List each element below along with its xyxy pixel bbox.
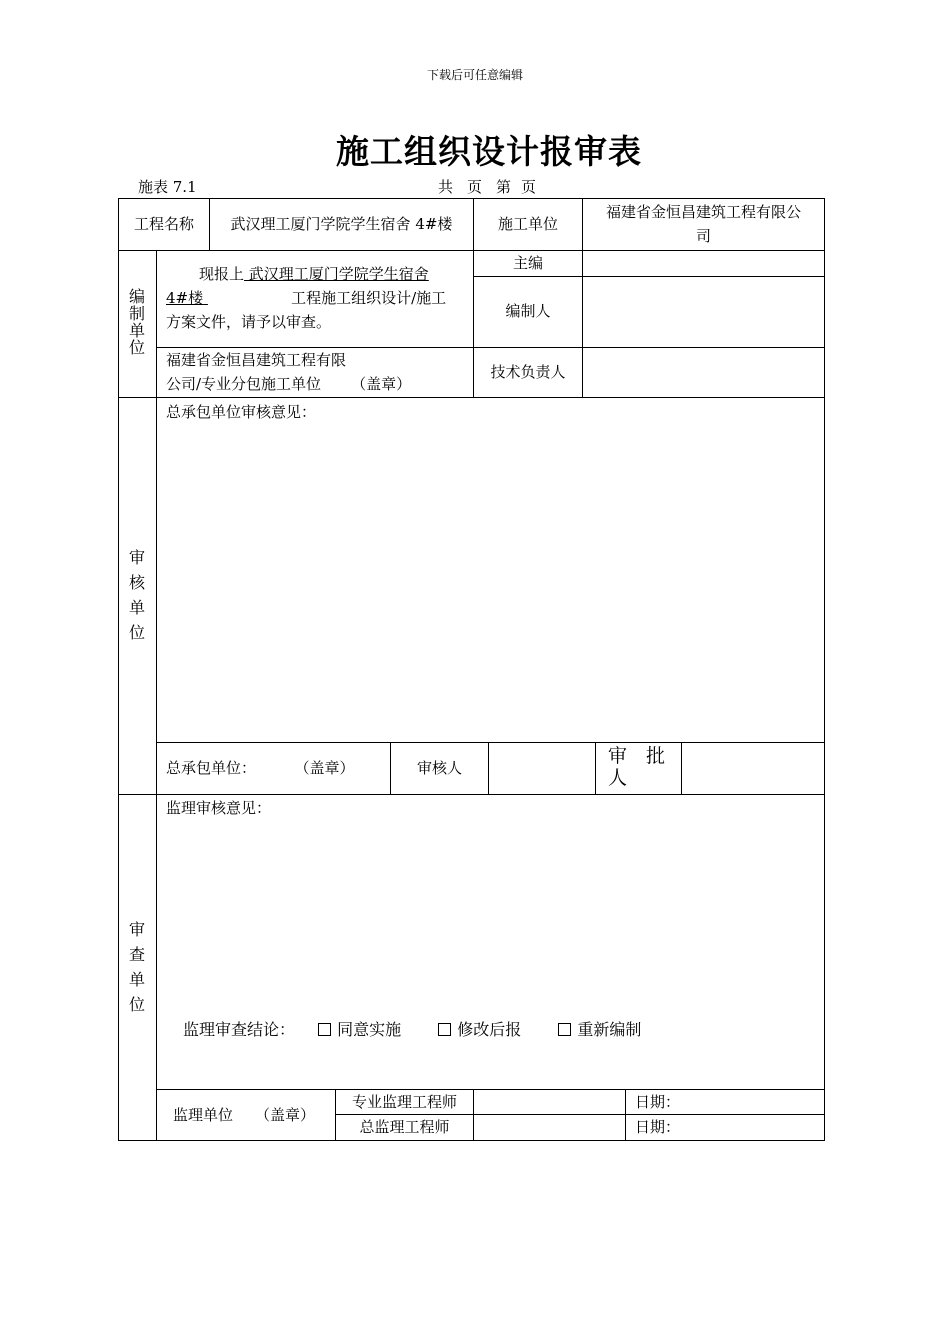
checkbox-icon[interactable] [318,1023,331,1036]
contractor-label: 施工单位 [497,215,558,233]
chief-engineer-label: 总监理工程师 [359,1118,450,1136]
date-label-2: 日期： [635,1118,681,1136]
review-side-char-2: 核 [128,573,145,592]
form-code: 施表 7.1 [138,178,197,196]
header-note: 下载后可任意编辑 [426,68,523,82]
contractor-name [583,200,824,248]
compile-side-char-1: 编 [128,287,145,306]
review-side-char-1: 审 [128,548,145,567]
inspect-side-char-1: 审 [128,920,145,939]
compile-company [166,348,470,396]
compile-company-line2: 公司/专业分包施工单位 [166,375,322,393]
inspect-side-char-4: 位 [128,995,145,1014]
option-approve[interactable] [318,1020,401,1039]
option-approve-label: 同意实施 [337,1020,402,1039]
report-statement [166,262,470,334]
report-prefix: 现报上 [199,265,245,283]
tech-lead-label: 技术负责人 [490,363,566,381]
form-title: 施工组织设计报审表 [336,132,642,171]
page-info-page-1: 页 [467,178,483,196]
specialty-engineer-label: 专业监理工程师 [351,1093,457,1111]
editor-label: 编制人 [505,302,551,320]
supervisor-unit-label: 监理单位 [173,1106,234,1124]
page-info [438,176,550,197]
compile-company-line1: 福建省金恒昌建筑工程有限 [166,351,347,369]
report-project-part1: 武汉理工厦门学院学生宿舍 [244,265,429,283]
approver-label-line1: 审 批 [608,745,666,767]
report-rest-line2: 方案文件，请予以审查。 [166,313,332,331]
gc-signature [166,756,355,780]
review-unit-side-label [127,545,147,645]
supervision-opinion-label: 监理审核意见： [166,799,272,817]
approver-label [608,745,665,789]
page-info-page-2: 页 [521,178,537,196]
conclusion-label: 监理审查结论： [183,1020,296,1039]
review-side-char-4: 位 [128,623,145,642]
inspect-side-char-2: 查 [128,945,145,964]
compile-unit-side-label [127,288,147,356]
report-rest-line1: 工程施工组织设计/施工 [291,289,447,307]
chief-editor-label: 主编 [512,254,543,272]
page-info-number: 第 [496,178,512,196]
project-name-label: 工程名称 [133,215,194,233]
compile-side-char-4: 位 [128,338,145,357]
compile-seal: （盖章） [351,375,412,393]
contractor-name-line1: 福建省金恒昌建筑工程有限公 [605,203,801,221]
project-name-value: 武汉理工厦门学院学生宿舍 4#楼 [230,215,453,233]
checkbox-icon[interactable] [438,1023,451,1036]
contractor-name-line2: 司 [695,227,711,245]
compile-side-char-2: 制 [128,304,145,323]
compile-side-char-3: 单 [128,321,145,340]
checkbox-icon[interactable] [558,1023,571,1036]
approver-label-line2: 人 [608,767,628,789]
gc-label: 总承包单位： [166,759,257,777]
report-blank [203,286,291,310]
option-recompile[interactable] [558,1020,641,1039]
supervision-conclusion [183,1018,641,1042]
reviewer-label: 审核人 [416,759,462,777]
option-revise[interactable] [438,1020,521,1039]
supervisor-unit [173,1103,315,1127]
inspect-side-char-3: 单 [128,970,145,989]
gc-opinion-label: 总承包单位审核意见： [166,403,317,421]
review-side-char-3: 单 [128,598,145,617]
page-info-total: 共 [438,178,454,196]
gc-seal: （盖章） [302,759,355,777]
option-recompile-label: 重新编制 [577,1020,642,1039]
report-project-part2: 4#楼 [166,289,204,307]
supervisor-seal: （盖章） [255,1106,316,1124]
inspect-unit-side-label [127,917,147,1017]
date-label-1: 日期： [635,1093,681,1111]
option-revise-label: 修改后报 [457,1020,522,1039]
